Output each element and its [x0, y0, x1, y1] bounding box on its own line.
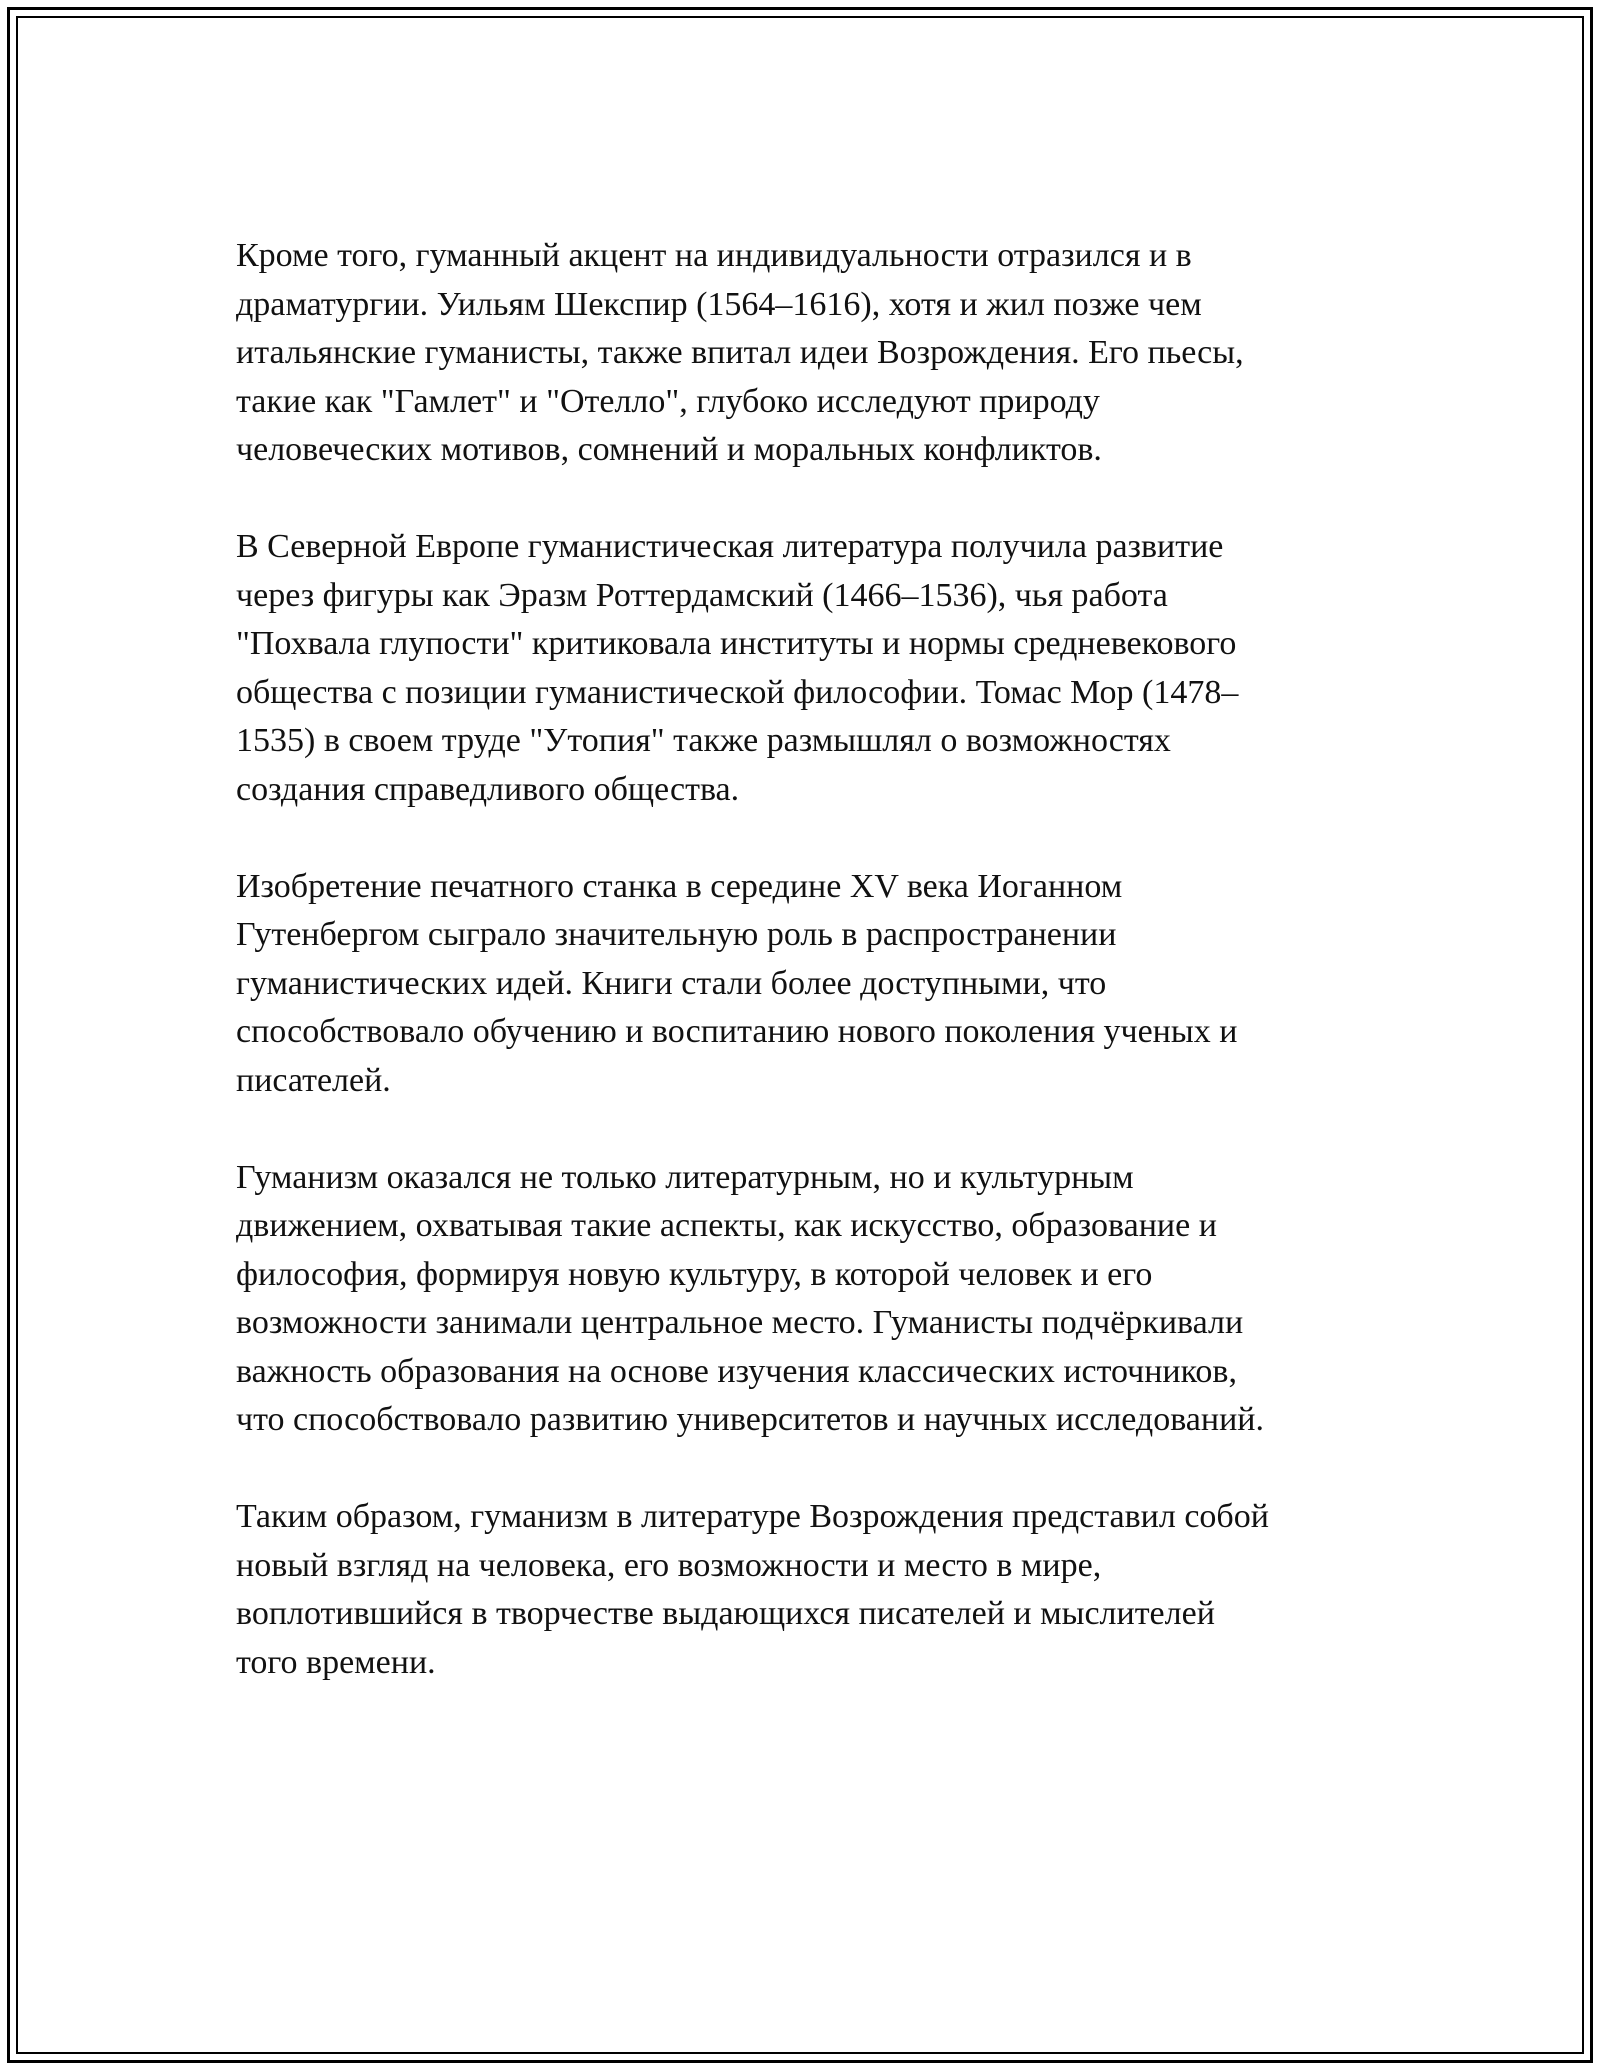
text-line: В Северной Европе гуманистическая литература получила развитие [236, 527, 1224, 565]
text-line: важность образования на основе изучения классических источников, [236, 1352, 1237, 1390]
text-line: писателей. [236, 1061, 391, 1099]
text-line: общества с позиции гуманистической философии. Томас Мор (1478– [236, 673, 1239, 711]
text-line: способствовало обучению и воспитанию нового поколения ученых и [236, 1013, 1238, 1051]
text-line: философия, формируя новую культуру, в которой человек и его [236, 1255, 1153, 1293]
text-line: Изобретение печатного станка в середине XV века Иоганном [236, 867, 1123, 905]
text-line: такие как "Гамлет" и "Отелло", глубоко исследуют природу [236, 382, 1100, 420]
text-line: Гуманизм оказался не только литературным, но и культурным [236, 1158, 1134, 1196]
paragraph-2 [236, 523, 1366, 815]
text-line: движением, охватывая такие аспекты, как искусство, образование и [236, 1207, 1217, 1245]
text-line: Кроме того, гуманный акцент на индивидуальности отразился и в [236, 237, 1192, 274]
paragraph-5 [236, 1493, 1366, 1687]
text-line: гуманистических идей. Книги стали более доступными, что [236, 964, 1107, 1002]
text-line: человеческих мотивов, сомнений и моральных конфликтов. [236, 431, 1102, 469]
paragraph-1 [236, 232, 1366, 475]
text-line: что способствовало развитию университетов и научных исследований. [236, 1401, 1264, 1439]
text-line: создания справедливого общества. [236, 770, 740, 808]
text-line: драматургии. Уильям Шекспир (1564–1616), хотя и жил позже чем [236, 285, 1202, 323]
text-line: Таким образом, гуманизм в литературе Возрождения представил собой [236, 1498, 1269, 1536]
text-line: итальянские гуманисты, также впитал идеи Возрождения. Его пьесы, [236, 334, 1244, 372]
paragraph-3 [236, 863, 1366, 1106]
text-line: воплотившийся в творчестве выдающихся писателей и мыслителей [236, 1595, 1215, 1633]
text-line: возможности занимали центральное место. Гуманисты подчёркивали [236, 1304, 1244, 1342]
text-line: того времени. [236, 1643, 436, 1681]
document-body [236, 232, 1366, 1735]
paragraph-4 [236, 1154, 1366, 1446]
text-line: "Похвала глупости" критиковала институты и нормы средневекового [236, 625, 1237, 663]
text-line: через фигуры как Эразм Роттердамский (1466–1536), чья работа [236, 576, 1168, 614]
text-line: 1535) в своем труде "Утопия" также размышлял о возможностях [236, 722, 1171, 760]
text-line: новый взгляд на человека, его возможности и место в мире, [236, 1546, 1102, 1584]
text-line: Гутенбергом сыграло значительную роль в распространении [236, 916, 1117, 954]
